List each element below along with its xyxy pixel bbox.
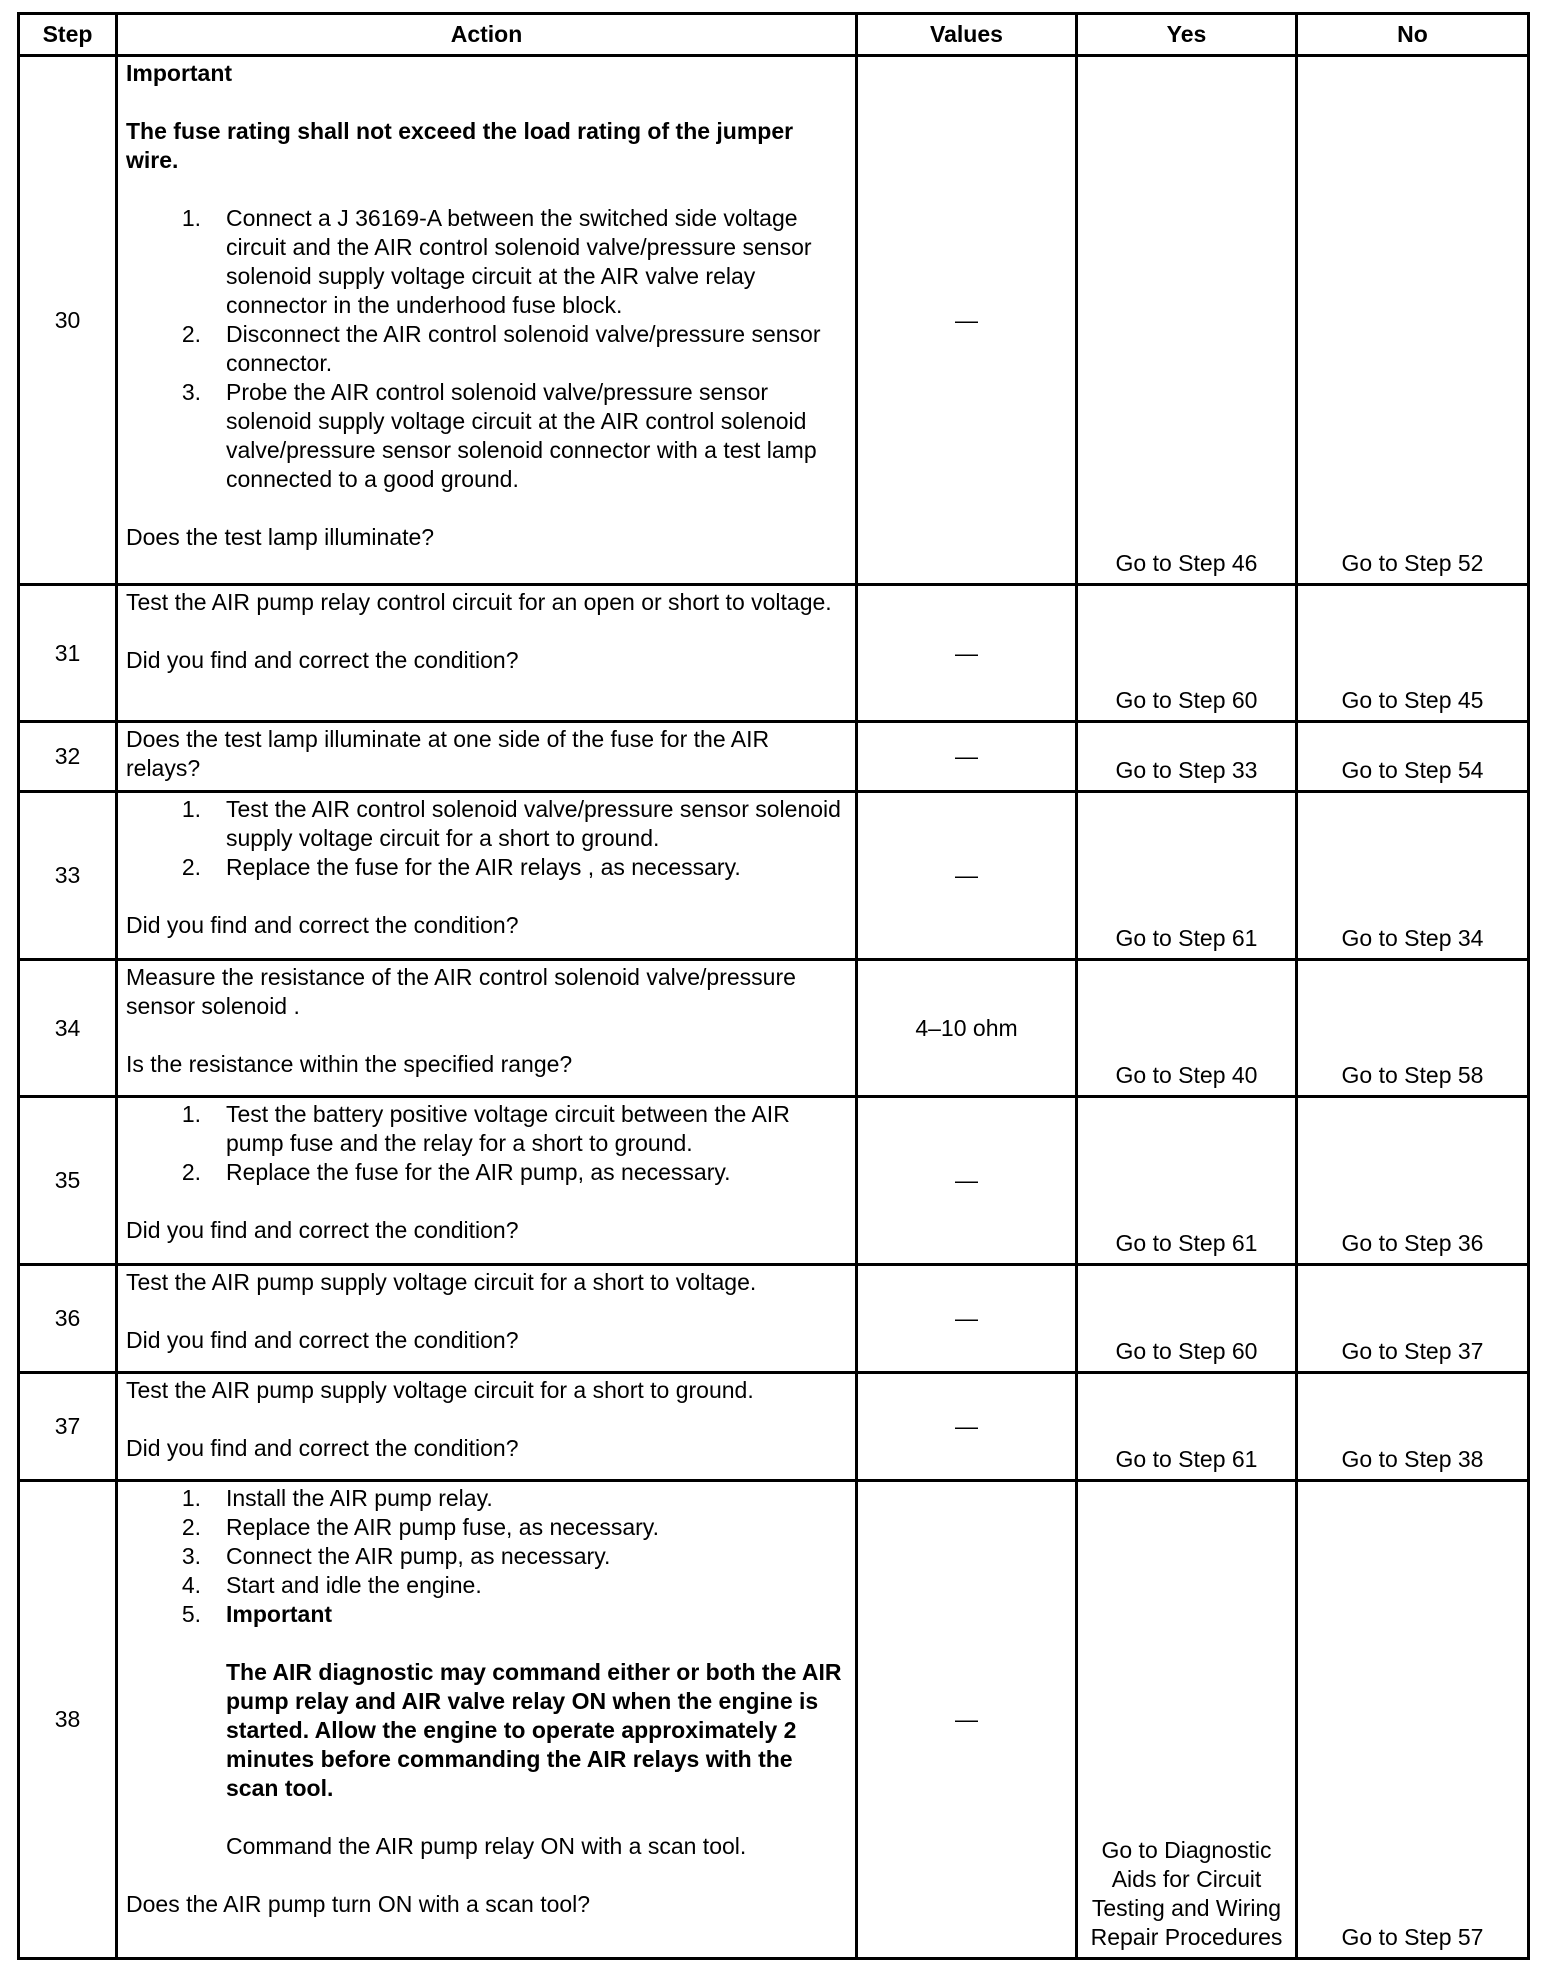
header-no: No: [1297, 14, 1529, 56]
yes-cell: Go to Step 60: [1077, 1265, 1297, 1373]
substep-list: [126, 795, 849, 882]
step-number: 30: [19, 56, 117, 585]
list-item: 3. Connect the AIR pump, as necessary.: [181, 1543, 611, 1569]
list-item: 2. Replace the AIR pump fuse, as necessary.: [181, 1514, 659, 1540]
action-text: Measure the resistance of the AIR control solenoid valve/pressure sensor solenoid .: [126, 964, 796, 1019]
step-row-32: [19, 722, 1529, 792]
values-cell: 4–10 ohm: [857, 960, 1077, 1097]
action-cell: [117, 1265, 857, 1373]
step-number: 33: [19, 792, 117, 960]
header-yes: Yes: [1077, 14, 1297, 56]
yes-cell: Go to Step 61: [1077, 1373, 1297, 1481]
values-cell: —: [857, 1373, 1077, 1481]
no-cell: Go to Step 57: [1297, 1481, 1529, 1959]
action-text: Test the AIR pump supply voltage circuit for a short to voltage.: [126, 1269, 757, 1295]
action-cell: [117, 1481, 857, 1959]
no-cell: Go to Step 58: [1297, 960, 1529, 1097]
action-cell: [117, 56, 857, 585]
yes-cell: Go to Step 61: [1077, 1097, 1297, 1265]
values-cell: —: [857, 585, 1077, 722]
question: Did you find and correct the condition?: [126, 912, 519, 938]
action-text: Test the AIR pump supply voltage circuit for a short to ground.: [126, 1377, 754, 1403]
action-text: Test the AIR pump relay control circuit for an open or short to voltage.: [126, 589, 832, 615]
question: Is the resistance within the specified range?: [126, 1051, 573, 1077]
step-row-38: [19, 1481, 1529, 1959]
list-item: 1. Connect a J 36169-A between the switched side voltage circuit and the AIR control solenoid valve/pressure sensor solenoid supply voltage circuit at the AIR valve relay connector in the underhood fuse block.: [181, 205, 812, 318]
yes-cell: Go to Step 46: [1077, 56, 1297, 585]
no-cell: Go to Step 36: [1297, 1097, 1529, 1265]
action-cell: [117, 585, 857, 722]
no-cell: Go to Step 34: [1297, 792, 1529, 960]
question: Does the test lamp illuminate?: [126, 524, 435, 550]
step-row-36: [19, 1265, 1529, 1373]
list-item: 1. Test the battery positive voltage circuit between the AIR pump fuse and the relay for a short to ground.: [181, 1101, 790, 1156]
action-cell: [117, 1373, 857, 1481]
header-row: [19, 14, 1529, 56]
list-item: 2. Replace the fuse for the AIR pump, as necessary.: [181, 1159, 731, 1185]
no-cell: Go to Step 37: [1297, 1265, 1529, 1373]
values-cell: —: [857, 1481, 1077, 1959]
step-number: 38: [19, 1481, 117, 1959]
yes-cell: Go to Step 61: [1077, 792, 1297, 960]
list-item: 2. Disconnect the AIR control solenoid valve/pressure sensor connector.: [181, 321, 821, 376]
no-cell: Go to Step 52: [1297, 56, 1529, 585]
action-cell: [117, 722, 857, 792]
question: Did you find and correct the condition?: [126, 647, 519, 673]
important-label: Important: [226, 1601, 333, 1627]
diagnostic-table: [17, 12, 1530, 1960]
important-note: The AIR diagnostic may command either or both the AIR pump relay and AIR valve relay ON when the engine is started. Allow the engine to operate approximately 2 minutes before commanding the AIR relays with the scan tool.: [226, 1659, 842, 1801]
yes-cell: Go to Step 40: [1077, 960, 1297, 1097]
substep-list: [126, 1100, 849, 1187]
step-number: 37: [19, 1373, 117, 1481]
values-cell: —: [857, 1265, 1077, 1373]
question: Did you find and correct the condition?: [126, 1217, 519, 1243]
action-cell: [117, 1097, 857, 1265]
step-number: 34: [19, 960, 117, 1097]
important-label: Important: [126, 60, 233, 86]
list-item: 5. Important The AIR diagnostic may command either or both the AIR pump relay and AIR valve relay ON when the engine is started. Allow the engine to operate approximately 2 minutes before commanding the AIR relays with the scan tool. Command the AIR pump relay ON with a scan tool.: [126, 1600, 849, 1861]
step-row-31: [19, 585, 1529, 722]
no-cell: Go to Step 54: [1297, 722, 1529, 792]
values-cell: —: [857, 792, 1077, 960]
question: Did you find and correct the condition?: [126, 1435, 519, 1461]
substep-list: [126, 204, 849, 494]
list-item: 2. Replace the fuse for the AIR relays , as necessary.: [181, 854, 741, 880]
list-item: 1. Test the AIR control solenoid valve/pressure sensor solenoid supply voltage circuit for a short to ground.: [181, 796, 841, 851]
list-item: 4. Start and idle the engine.: [181, 1572, 482, 1598]
important-note: The fuse rating shall not exceed the load rating of the jumper wire.: [126, 118, 794, 173]
values-cell: —: [857, 56, 1077, 585]
header-action: Action: [117, 14, 857, 56]
step-row-30: [19, 56, 1529, 585]
action-cell: [117, 960, 857, 1097]
question: Does the AIR pump turn ON with a scan tool?: [126, 1891, 591, 1917]
step-row-33: [19, 792, 1529, 960]
header-step: Step: [19, 14, 117, 56]
step-row-37: [19, 1373, 1529, 1481]
no-cell: Go to Step 38: [1297, 1373, 1529, 1481]
values-cell: —: [857, 1097, 1077, 1265]
step-number: 31: [19, 585, 117, 722]
substep-list: [126, 1484, 849, 1861]
header-values: Values: [857, 14, 1077, 56]
command-text: Command the AIR pump relay ON with a scan tool.: [226, 1833, 747, 1859]
question: Did you find and correct the condition?: [126, 1327, 519, 1353]
yes-cell: Go to Step 33: [1077, 722, 1297, 792]
step-number: 32: [19, 722, 117, 792]
step-number: 35: [19, 1097, 117, 1265]
no-cell: Go to Step 45: [1297, 585, 1529, 722]
list-item: 3. Probe the AIR control solenoid valve/pressure sensor solenoid supply voltage circuit at the AIR control solenoid valve/pressure sensor solenoid connector with a test lamp connected to a good ground.: [181, 379, 817, 492]
list-item: 1. Install the AIR pump relay.: [181, 1485, 493, 1511]
step-number: 36: [19, 1265, 117, 1373]
step-row-34: [19, 960, 1529, 1097]
yes-cell: Go to Diagnostic Aids for Circuit Testing and Wiring Repair Procedures: [1077, 1481, 1297, 1959]
action-text: Does the test lamp illuminate at one side of the fuse for the AIR relays?: [126, 726, 770, 781]
action-cell: [117, 792, 857, 960]
values-cell: —: [857, 722, 1077, 792]
step-row-35: [19, 1097, 1529, 1265]
yes-cell: Go to Step 60: [1077, 585, 1297, 722]
